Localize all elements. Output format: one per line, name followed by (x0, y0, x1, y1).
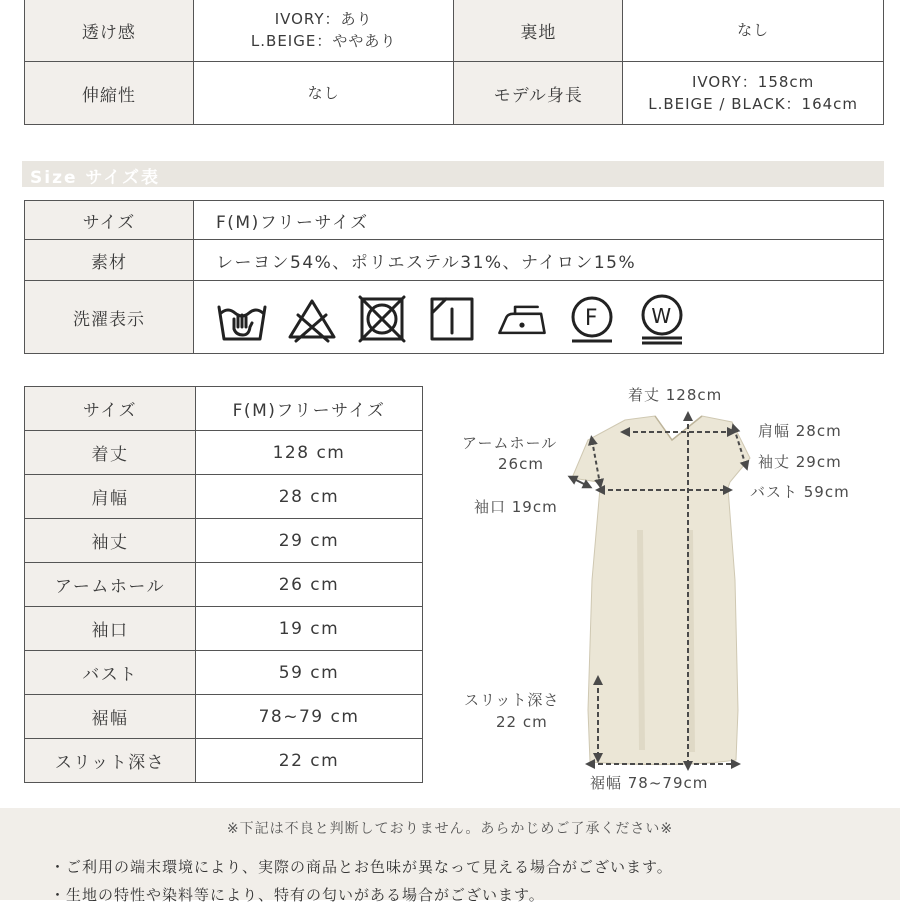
table-row (25, 651, 423, 695)
care-label: 洗濯表示 (25, 281, 194, 354)
table-row (25, 240, 884, 281)
stretch-label: 伸縮性 (25, 62, 194, 125)
row-label: アームホール (25, 563, 196, 607)
size-label: サイズ (25, 201, 194, 240)
cuff-label: 袖口 19cm (474, 498, 558, 516)
table-row (25, 563, 423, 607)
notes-heading: ※下記は不良と判断しておりません。あらかじめご了承ください※ (226, 821, 674, 837)
table-row (25, 607, 423, 651)
notes-section (0, 808, 900, 904)
row-label: 肩幅 (25, 475, 196, 519)
armhole-label-1: アームホール (462, 434, 558, 452)
no-tumble-dry-icon (356, 293, 408, 345)
model-height-beige-black: L.BEIGE / BLACK：164cm (648, 95, 859, 113)
row-value: 78~79 cm (196, 695, 423, 739)
row-value: 22 cm (196, 739, 423, 783)
size-chart-header-label: サイズ (25, 387, 196, 431)
line-dry-shade-icon (426, 293, 478, 345)
note-item: ・ご利用の端末環境により、実際の商品とお色味が異なって見える場合がございます。 (50, 858, 673, 876)
note-item: ・生地の特性や染料等により、特有の匂いがある場合がございます。 (50, 886, 545, 904)
product-info-table (24, 200, 884, 354)
slit-label-1: スリット深さ (464, 691, 560, 709)
wet-clean-letter: W (651, 304, 673, 328)
care-symbols (194, 281, 884, 354)
row-label: 袖丈 (25, 519, 196, 563)
wet-clean-w-icon (636, 293, 688, 345)
row-value: 26 cm (196, 563, 423, 607)
sheerness-beige: L.BEIGE：ややあり (250, 32, 397, 50)
row-label: 着丈 (25, 431, 196, 475)
row-value: 28 cm (196, 475, 423, 519)
bust-label: バスト 59cm (750, 483, 850, 501)
row-value: 29 cm (196, 519, 423, 563)
table-header-row (25, 387, 423, 431)
low-iron-icon (496, 293, 548, 345)
row-label: スリット深さ (25, 739, 196, 783)
row-label: バスト (25, 651, 196, 695)
hand-wash-icon (216, 293, 268, 345)
armhole-label-2: 26cm (498, 455, 544, 473)
dry-clean-f-icon (566, 293, 618, 345)
hem-label: 裾幅 78~79cm (590, 774, 709, 792)
model-height-ivory: IVORY：158cm (691, 73, 815, 91)
model-height-value (623, 62, 884, 125)
table-row (25, 281, 884, 354)
material-value: レーヨン54%、ポリエステル31%、ナイロン15% (194, 240, 884, 281)
size-chart-header-value: F(M)フリーサイズ (196, 387, 423, 431)
table-row (25, 695, 423, 739)
shoulder-label: 肩幅 28cm (758, 422, 842, 440)
row-value: 19 cm (196, 607, 423, 651)
lining-value (623, 0, 884, 62)
table-row (25, 431, 423, 475)
row-label: 裾幅 (25, 695, 196, 739)
sleeve-label: 袖丈 29cm (758, 453, 842, 471)
lining-label: 裏地 (454, 0, 623, 62)
slit-label-2: 22 cm (496, 713, 548, 731)
sheerness-label: 透け感 (25, 0, 194, 62)
table-row (25, 475, 423, 519)
size-chart-table (24, 386, 423, 783)
table-row (25, 739, 423, 783)
size-section-header (22, 161, 884, 187)
size-value: F(M)フリーサイズ (194, 201, 884, 240)
no-bleach-icon (286, 293, 338, 345)
garment-measurement-diagram (440, 380, 890, 800)
table-row (25, 201, 884, 240)
length-label: 着丈 128cm (628, 386, 723, 404)
size-section-title: Size サイズ表 (30, 168, 161, 188)
stretch-value-text: なし (307, 84, 340, 102)
sheerness-ivory: IVORY：あり (274, 10, 373, 28)
stretch-value (193, 62, 454, 125)
material-properties-table (24, 0, 884, 125)
table-row (25, 0, 884, 62)
model-height-label: モデル身長 (454, 62, 623, 125)
table-row (25, 62, 884, 125)
lining-value-text: なし (737, 21, 770, 39)
sheerness-value (193, 0, 454, 62)
row-value: 59 cm (196, 651, 423, 695)
table-row (25, 519, 423, 563)
row-value: 128 cm (196, 431, 423, 475)
row-label: 袖口 (25, 607, 196, 651)
material-label: 素材 (25, 240, 194, 281)
dry-clean-letter: F (584, 306, 600, 331)
